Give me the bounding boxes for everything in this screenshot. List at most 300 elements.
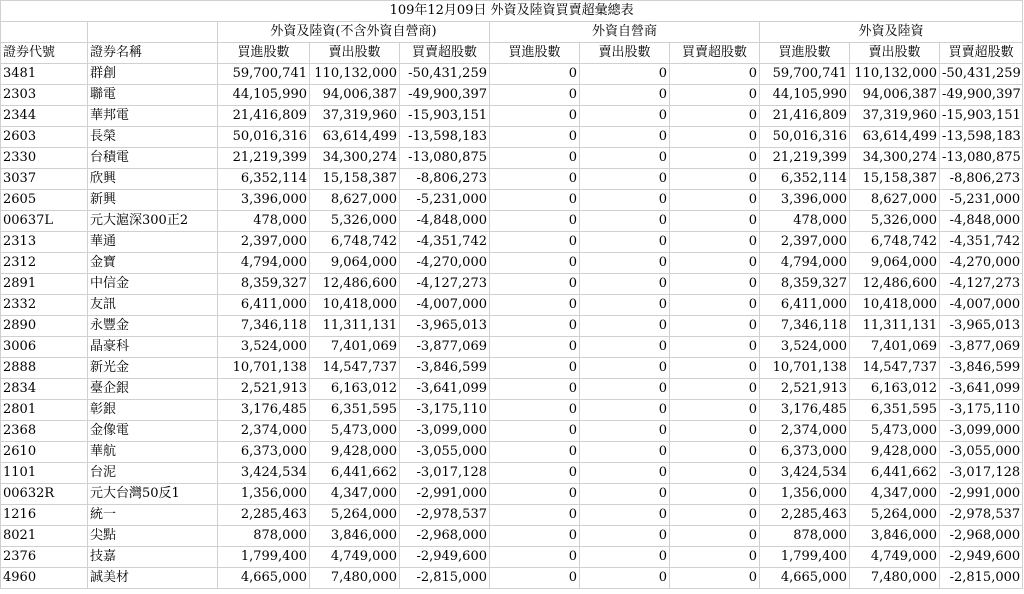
cell-total-sell: 5,264,000 — [850, 505, 940, 526]
cell-code: 3481 — [1, 64, 88, 85]
cell-code: 3006 — [1, 337, 88, 358]
cell-net: -13,080,875 — [400, 148, 490, 169]
cell-total-net: -8,806,273 — [940, 169, 1023, 190]
table-row — [1, 253, 1023, 274]
cell-total-buy: 10,701,138 — [760, 358, 850, 379]
cell-total-sell: 5,326,000 — [850, 211, 940, 232]
cell-dealer-sell: 0 — [580, 253, 670, 274]
cell-dealer-buy: 0 — [490, 337, 580, 358]
cell-buy: 21,416,809 — [218, 106, 310, 127]
cell-name: 元大台灣50反1 — [88, 484, 218, 505]
cell-dealer-net: 0 — [670, 106, 760, 127]
cell-dealer-buy: 0 — [490, 64, 580, 85]
cell-dealer-net: 0 — [670, 442, 760, 463]
cell-name: 金寶 — [88, 253, 218, 274]
cell-net: -8,806,273 — [400, 169, 490, 190]
cell-dealer-net: 0 — [670, 127, 760, 148]
cell-net: -3,965,013 — [400, 316, 490, 337]
cell-dealer-sell: 0 — [580, 295, 670, 316]
cell-total-buy: 50,016,316 — [760, 127, 850, 148]
cell-sell: 5,264,000 — [310, 505, 400, 526]
cell-dealer-net: 0 — [670, 526, 760, 547]
cell-total-buy: 478,000 — [760, 211, 850, 232]
cell-total-buy: 21,219,399 — [760, 148, 850, 169]
cell-total-net: -3,846,599 — [940, 358, 1023, 379]
cell-dealer-buy: 0 — [490, 442, 580, 463]
cell-dealer-buy: 0 — [490, 526, 580, 547]
cell-total-sell: 9,064,000 — [850, 253, 940, 274]
cell-code: 2330 — [1, 148, 88, 169]
cell-sell: 110,132,000 — [310, 64, 400, 85]
cell-total-buy: 59,700,741 — [760, 64, 850, 85]
cell-name: 台泥 — [88, 463, 218, 484]
cell-code: 2801 — [1, 400, 88, 421]
cell-sell: 4,749,000 — [310, 547, 400, 568]
cell-dealer-net: 0 — [670, 169, 760, 190]
cell-sell: 37,319,960 — [310, 106, 400, 127]
cell-total-sell: 110,132,000 — [850, 64, 940, 85]
cell-total-sell: 6,163,012 — [850, 379, 940, 400]
cell-dealer-net: 0 — [670, 484, 760, 505]
cell-buy: 3,524,000 — [218, 337, 310, 358]
cell-total-net: -3,641,099 — [940, 379, 1023, 400]
cell-code: 2888 — [1, 358, 88, 379]
cell-sell: 7,480,000 — [310, 568, 400, 589]
cell-code: 2603 — [1, 127, 88, 148]
table-row — [1, 274, 1023, 295]
cell-sell: 9,428,000 — [310, 442, 400, 463]
cell-dealer-buy: 0 — [490, 253, 580, 274]
cell-net: -3,641,099 — [400, 379, 490, 400]
cell-dealer-net: 0 — [670, 316, 760, 337]
cell-name: 臺企銀 — [88, 379, 218, 400]
cell-net: -4,848,000 — [400, 211, 490, 232]
cell-total-sell: 94,006,387 — [850, 85, 940, 106]
cell-total-buy: 21,416,809 — [760, 106, 850, 127]
group-foreign-excl-dealers: 外資及陸資(不含外資自營商) — [218, 22, 490, 43]
cell-total-buy: 2,521,913 — [760, 379, 850, 400]
cell-sell: 6,441,662 — [310, 463, 400, 484]
header-name: 證券名稱 — [88, 43, 218, 64]
cell-dealer-sell: 0 — [580, 148, 670, 169]
cell-net: -3,055,000 — [400, 442, 490, 463]
cell-total-net: -4,848,000 — [940, 211, 1023, 232]
table-row — [1, 127, 1023, 148]
cell-code: 8021 — [1, 526, 88, 547]
cell-dealer-sell: 0 — [580, 232, 670, 253]
cell-dealer-sell: 0 — [580, 106, 670, 127]
cell-total-net: -3,175,110 — [940, 400, 1023, 421]
cell-sell: 12,486,600 — [310, 274, 400, 295]
cell-name: 華航 — [88, 442, 218, 463]
cell-sell: 8,627,000 — [310, 190, 400, 211]
cell-dealer-sell: 0 — [580, 463, 670, 484]
cell-name: 彰銀 — [88, 400, 218, 421]
cell-total-net: -4,351,742 — [940, 232, 1023, 253]
cell-buy: 2,374,000 — [218, 421, 310, 442]
cell-code: 2891 — [1, 274, 88, 295]
cell-total-buy: 6,352,114 — [760, 169, 850, 190]
cell-dealer-net: 0 — [670, 463, 760, 484]
cell-buy: 1,356,000 — [218, 484, 310, 505]
cell-net: -2,949,600 — [400, 547, 490, 568]
cell-net: -4,270,000 — [400, 253, 490, 274]
cell-name: 華通 — [88, 232, 218, 253]
cell-total-net: -4,127,273 — [940, 274, 1023, 295]
cell-code: 3037 — [1, 169, 88, 190]
cell-dealer-net: 0 — [670, 568, 760, 589]
table-row — [1, 421, 1023, 442]
cell-buy: 8,359,327 — [218, 274, 310, 295]
table-row — [1, 190, 1023, 211]
cell-total-buy: 2,374,000 — [760, 421, 850, 442]
header-buy: 買進股數 — [760, 43, 850, 64]
cell-buy: 44,105,990 — [218, 85, 310, 106]
table-row — [1, 211, 1023, 232]
table-row — [1, 400, 1023, 421]
cell-buy: 7,346,118 — [218, 316, 310, 337]
cell-buy: 59,700,741 — [218, 64, 310, 85]
cell-name: 金像電 — [88, 421, 218, 442]
cell-dealer-sell: 0 — [580, 316, 670, 337]
table-row — [1, 85, 1023, 106]
group-foreign-dealers: 外資自營商 — [490, 22, 760, 43]
cell-dealer-sell: 0 — [580, 64, 670, 85]
table-row — [1, 484, 1023, 505]
header-net: 買賣超股數 — [670, 43, 760, 64]
cell-total-sell: 8,627,000 — [850, 190, 940, 211]
cell-buy: 6,352,114 — [218, 169, 310, 190]
cell-name: 中信金 — [88, 274, 218, 295]
cell-total-net: -3,965,013 — [940, 316, 1023, 337]
cell-buy: 878,000 — [218, 526, 310, 547]
table-row — [1, 505, 1023, 526]
cell-sell: 94,006,387 — [310, 85, 400, 106]
cell-total-sell: 14,547,737 — [850, 358, 940, 379]
cell-net: -13,598,183 — [400, 127, 490, 148]
cell-total-sell: 3,846,000 — [850, 526, 940, 547]
cell-dealer-net: 0 — [670, 253, 760, 274]
group-header-row — [1, 22, 1023, 43]
cell-dealer-net: 0 — [670, 295, 760, 316]
cell-total-net: -4,270,000 — [940, 253, 1023, 274]
cell-name: 技嘉 — [88, 547, 218, 568]
cell-total-buy: 6,411,000 — [760, 295, 850, 316]
cell-dealer-buy: 0 — [490, 148, 580, 169]
cell-code: 2890 — [1, 316, 88, 337]
cell-dealer-net: 0 — [670, 337, 760, 358]
cell-name: 華邦電 — [88, 106, 218, 127]
table-row — [1, 148, 1023, 169]
cell-total-sell: 4,347,000 — [850, 484, 940, 505]
cell-buy: 1,799,400 — [218, 547, 310, 568]
cell-dealer-buy: 0 — [490, 127, 580, 148]
group-blank-cell — [1, 22, 88, 43]
cell-code: 2368 — [1, 421, 88, 442]
table-row — [1, 568, 1023, 589]
cell-dealer-sell: 0 — [580, 568, 670, 589]
cell-total-buy: 2,285,463 — [760, 505, 850, 526]
cell-name: 聯電 — [88, 85, 218, 106]
cell-name: 誠美材 — [88, 568, 218, 589]
cell-dealer-sell: 0 — [580, 190, 670, 211]
group-foreign-total: 外資及陸資 — [760, 22, 1023, 43]
cell-sell: 10,418,000 — [310, 295, 400, 316]
cell-dealer-buy: 0 — [490, 316, 580, 337]
cell-total-sell: 6,351,595 — [850, 400, 940, 421]
cell-sell: 4,347,000 — [310, 484, 400, 505]
cell-dealer-net: 0 — [670, 64, 760, 85]
cell-net: -4,007,000 — [400, 295, 490, 316]
cell-dealer-buy: 0 — [490, 379, 580, 400]
cell-code: 00637L — [1, 211, 88, 232]
table-row — [1, 358, 1023, 379]
cell-code: 1216 — [1, 505, 88, 526]
header-net: 買賣超股數 — [400, 43, 490, 64]
cell-net: -2,991,000 — [400, 484, 490, 505]
cell-dealer-buy: 0 — [490, 274, 580, 295]
cell-net: -3,846,599 — [400, 358, 490, 379]
cell-net: -3,017,128 — [400, 463, 490, 484]
cell-sell: 3,846,000 — [310, 526, 400, 547]
cell-dealer-buy: 0 — [490, 211, 580, 232]
cell-total-net: -2,978,537 — [940, 505, 1023, 526]
table-row — [1, 547, 1023, 568]
cell-total-net: -49,900,397 — [940, 85, 1023, 106]
cell-total-sell: 34,300,274 — [850, 148, 940, 169]
cell-code: 2834 — [1, 379, 88, 400]
cell-dealer-sell: 0 — [580, 85, 670, 106]
cell-dealer-sell: 0 — [580, 484, 670, 505]
cell-dealer-net: 0 — [670, 274, 760, 295]
table-row — [1, 106, 1023, 127]
cell-dealer-sell: 0 — [580, 442, 670, 463]
cell-net: -2,815,000 — [400, 568, 490, 589]
cell-sell: 7,401,069 — [310, 337, 400, 358]
cell-code: 2332 — [1, 295, 88, 316]
cell-net: -49,900,397 — [400, 85, 490, 106]
table-row — [1, 379, 1023, 400]
cell-dealer-buy: 0 — [490, 295, 580, 316]
cell-total-sell: 5,473,000 — [850, 421, 940, 442]
cell-dealer-sell: 0 — [580, 547, 670, 568]
table-row — [1, 295, 1023, 316]
table-row — [1, 463, 1023, 484]
cell-net: -4,351,742 — [400, 232, 490, 253]
cell-dealer-sell: 0 — [580, 211, 670, 232]
cell-code: 1101 — [1, 463, 88, 484]
cell-code: 2312 — [1, 253, 88, 274]
header-buy: 買進股數 — [490, 43, 580, 64]
title-row — [1, 1, 1023, 22]
cell-dealer-net: 0 — [670, 547, 760, 568]
cell-name: 晶豪科 — [88, 337, 218, 358]
cell-buy: 10,701,138 — [218, 358, 310, 379]
cell-net: -2,978,537 — [400, 505, 490, 526]
cell-dealer-net: 0 — [670, 421, 760, 442]
cell-total-buy: 6,373,000 — [760, 442, 850, 463]
cell-sell: 63,614,499 — [310, 127, 400, 148]
cell-name: 尖點 — [88, 526, 218, 547]
cell-total-sell: 15,158,387 — [850, 169, 940, 190]
cell-buy: 6,373,000 — [218, 442, 310, 463]
cell-sell: 9,064,000 — [310, 253, 400, 274]
cell-total-sell: 6,748,742 — [850, 232, 940, 253]
cell-name: 欣興 — [88, 169, 218, 190]
cell-dealer-sell: 0 — [580, 379, 670, 400]
cell-code: 00632R — [1, 484, 88, 505]
cell-buy: 4,665,000 — [218, 568, 310, 589]
cell-total-net: -3,099,000 — [940, 421, 1023, 442]
cell-code: 2313 — [1, 232, 88, 253]
cell-buy: 2,397,000 — [218, 232, 310, 253]
cell-name: 群創 — [88, 64, 218, 85]
header-code: 證券代號 — [1, 43, 88, 64]
cell-total-buy: 44,105,990 — [760, 85, 850, 106]
cell-buy: 2,521,913 — [218, 379, 310, 400]
cell-total-net: -3,055,000 — [940, 442, 1023, 463]
cell-dealer-sell: 0 — [580, 127, 670, 148]
cell-dealer-sell: 0 — [580, 400, 670, 421]
header-sell: 賣出股數 — [310, 43, 400, 64]
cell-code: 2605 — [1, 190, 88, 211]
cell-buy: 3,396,000 — [218, 190, 310, 211]
cell-dealer-net: 0 — [670, 85, 760, 106]
cell-total-net: -3,017,128 — [940, 463, 1023, 484]
cell-code: 2344 — [1, 106, 88, 127]
cell-total-buy: 7,346,118 — [760, 316, 850, 337]
cell-sell: 6,748,742 — [310, 232, 400, 253]
table-row — [1, 316, 1023, 337]
table-row — [1, 442, 1023, 463]
column-header-row — [1, 43, 1023, 64]
cell-total-buy: 3,524,000 — [760, 337, 850, 358]
cell-code: 4960 — [1, 568, 88, 589]
cell-total-net: -15,903,151 — [940, 106, 1023, 127]
cell-total-net: -50,431,259 — [940, 64, 1023, 85]
cell-total-net: -2,949,600 — [940, 547, 1023, 568]
cell-total-net: -13,080,875 — [940, 148, 1023, 169]
cell-name: 新光金 — [88, 358, 218, 379]
cell-buy: 478,000 — [218, 211, 310, 232]
cell-net: -2,968,000 — [400, 526, 490, 547]
cell-dealer-net: 0 — [670, 232, 760, 253]
cell-total-sell: 4,749,000 — [850, 547, 940, 568]
cell-dealer-buy: 0 — [490, 106, 580, 127]
group-blank-cell — [88, 22, 218, 43]
cell-total-sell: 11,311,131 — [850, 316, 940, 337]
cell-dealer-buy: 0 — [490, 85, 580, 106]
cell-sell: 14,547,737 — [310, 358, 400, 379]
cell-net: -4,127,273 — [400, 274, 490, 295]
cell-total-buy: 1,356,000 — [760, 484, 850, 505]
cell-total-net: -2,815,000 — [940, 568, 1023, 589]
table-row — [1, 169, 1023, 190]
cell-code: 2376 — [1, 547, 88, 568]
table-title: 109年12月09日 外資及陸資買賣超彙總表 — [1, 1, 1023, 22]
cell-total-sell: 9,428,000 — [850, 442, 940, 463]
cell-sell: 5,473,000 — [310, 421, 400, 442]
cell-total-buy: 8,359,327 — [760, 274, 850, 295]
cell-sell: 6,351,595 — [310, 400, 400, 421]
cell-code: 2610 — [1, 442, 88, 463]
cell-dealer-net: 0 — [670, 190, 760, 211]
cell-net: -5,231,000 — [400, 190, 490, 211]
cell-net: -3,877,069 — [400, 337, 490, 358]
cell-net: -3,175,110 — [400, 400, 490, 421]
cell-buy: 3,424,534 — [218, 463, 310, 484]
cell-buy: 3,176,485 — [218, 400, 310, 421]
cell-net: -50,431,259 — [400, 64, 490, 85]
cell-dealer-net: 0 — [670, 400, 760, 421]
cell-dealer-sell: 0 — [580, 505, 670, 526]
cell-total-net: -4,007,000 — [940, 295, 1023, 316]
table-row — [1, 526, 1023, 547]
cell-dealer-net: 0 — [670, 211, 760, 232]
cell-dealer-buy: 0 — [490, 568, 580, 589]
cell-dealer-buy: 0 — [490, 358, 580, 379]
cell-total-sell: 63,614,499 — [850, 127, 940, 148]
cell-buy: 50,016,316 — [218, 127, 310, 148]
cell-buy: 6,411,000 — [218, 295, 310, 316]
cell-name: 統一 — [88, 505, 218, 526]
cell-total-sell: 37,319,960 — [850, 106, 940, 127]
cell-dealer-net: 0 — [670, 505, 760, 526]
cell-name: 元大滬深300正2 — [88, 211, 218, 232]
cell-total-net: -13,598,183 — [940, 127, 1023, 148]
cell-total-buy: 3,396,000 — [760, 190, 850, 211]
cell-net: -15,903,151 — [400, 106, 490, 127]
cell-total-net: -2,991,000 — [940, 484, 1023, 505]
cell-buy: 4,794,000 — [218, 253, 310, 274]
cell-net: -3,099,000 — [400, 421, 490, 442]
cell-total-sell: 7,480,000 — [850, 568, 940, 589]
cell-dealer-buy: 0 — [490, 463, 580, 484]
cell-buy: 2,285,463 — [218, 505, 310, 526]
table-row — [1, 64, 1023, 85]
cell-dealer-sell: 0 — [580, 421, 670, 442]
cell-sell: 5,326,000 — [310, 211, 400, 232]
cell-total-buy: 3,176,485 — [760, 400, 850, 421]
cell-total-sell: 12,486,600 — [850, 274, 940, 295]
cell-dealer-buy: 0 — [490, 169, 580, 190]
header-sell: 賣出股數 — [850, 43, 940, 64]
cell-dealer-net: 0 — [670, 148, 760, 169]
cell-dealer-buy: 0 — [490, 484, 580, 505]
cell-sell: 34,300,274 — [310, 148, 400, 169]
table-row — [1, 337, 1023, 358]
cell-total-buy: 4,794,000 — [760, 253, 850, 274]
cell-total-buy: 4,665,000 — [760, 568, 850, 589]
cell-dealer-sell: 0 — [580, 274, 670, 295]
cell-total-net: -2,968,000 — [940, 526, 1023, 547]
header-sell: 賣出股數 — [580, 43, 670, 64]
cell-name: 新興 — [88, 190, 218, 211]
cell-dealer-buy: 0 — [490, 232, 580, 253]
cell-sell: 15,158,387 — [310, 169, 400, 190]
cell-name: 台積電 — [88, 148, 218, 169]
cell-total-buy: 2,397,000 — [760, 232, 850, 253]
cell-total-sell: 7,401,069 — [850, 337, 940, 358]
cell-total-net: -5,231,000 — [940, 190, 1023, 211]
header-net: 買賣超股數 — [940, 43, 1023, 64]
cell-dealer-sell: 0 — [580, 337, 670, 358]
cell-total-buy: 3,424,534 — [760, 463, 850, 484]
cell-total-net: -3,877,069 — [940, 337, 1023, 358]
cell-total-sell: 6,441,662 — [850, 463, 940, 484]
header-buy: 買進股數 — [218, 43, 310, 64]
cell-dealer-net: 0 — [670, 358, 760, 379]
